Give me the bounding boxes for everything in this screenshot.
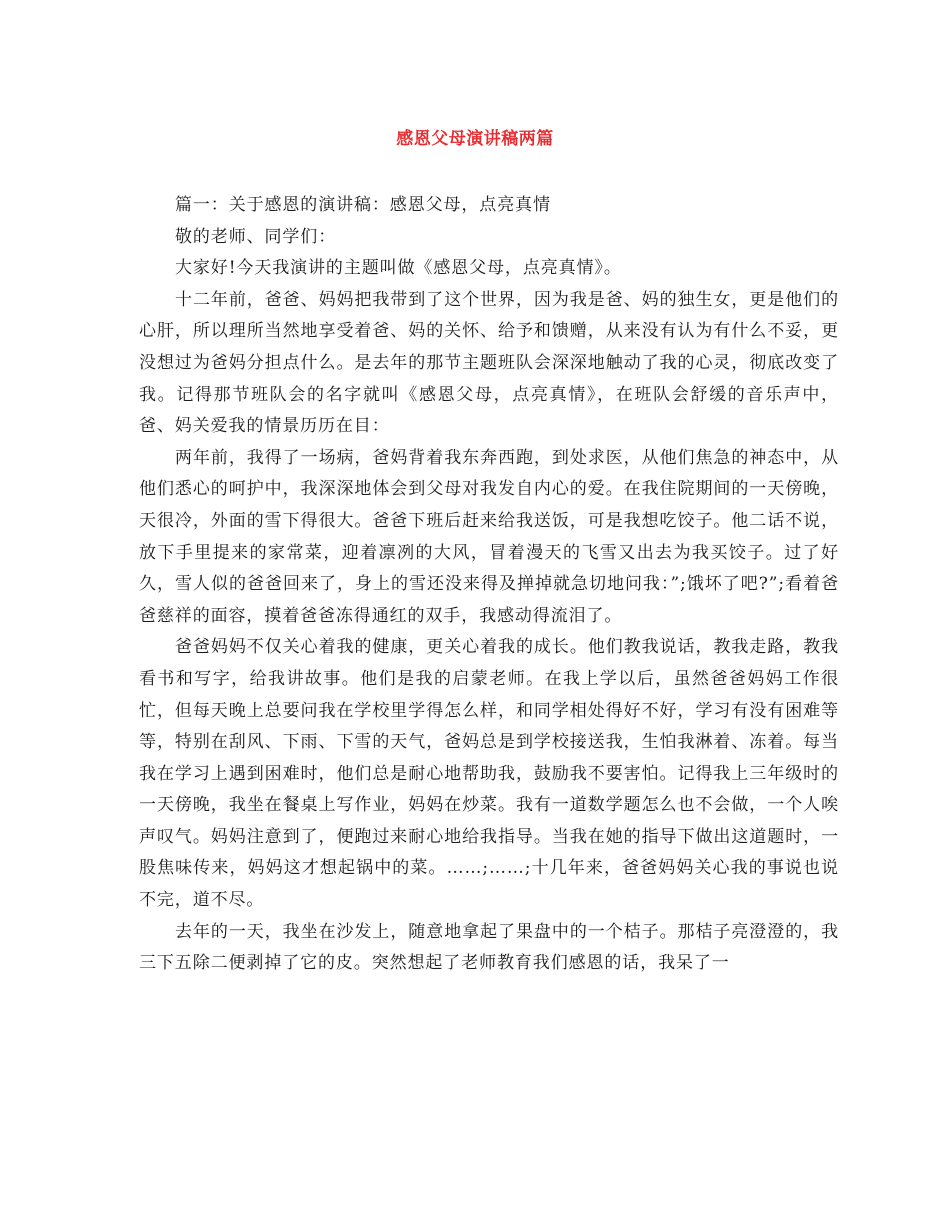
paragraph-section-heading: 篇一：关于感恩的演讲稿：感恩父母，点亮真情 (175, 195, 551, 215)
paragraph-greeting: 大家好!今天我演讲的主题叫做《感恩父母，点亮真情》。 (175, 258, 622, 279)
paragraph-body-1: 十二年前，爸爸、妈妈把我带到了这个世界，因为我是爸、妈的独生女，更是他们的心肝，所以理所当然地享受着爸、妈的关怀、给予和馈赠，从来没有认为有什么不妥，更没想过为爸妈分担点什么。是去年的那节主题班队会深深地触动了我的心灵，彻底改变了我。记得那节班队会的名字就叫《感恩父母，点亮真情》，在班队会舒缓的音乐声中，爸、妈关爱我的情景历历在目： (139, 289, 839, 437)
paragraph-salutation: 敬的老师、同学们： (175, 226, 337, 247)
paragraph-body-3: 爸爸妈妈不仅关心着我的健康，更关心着我的成长。他们教我说话，教我走路，教我看书和写字，给我讲故事。他们是我的启蒙老师。在我上学以后，虽然爸爸妈妈工作很忙，但每天晚上总要问我在学校里学得怎么样，和同学相处得好不好，学习有没有困难等等，特别在刮风、下雨、下雪的天气，爸妈总是到学校接送我，生怕我淋着、冻着。每当我在学习上遇到困难时，他们总是耐心地帮助我，鼓励我不要害怕。记得我上三年级时的一天傍晚，我坐在餐桌上写作业，妈妈在炒菜。我有一道数学题怎么也不会做，一个人唉声叹气。妈妈注意到了，便跑过来耐心地给我指导。当我在她的指导下做出这道题时，一股焦味传来，妈妈这才想起锅中的菜。……;……;十几年来，爸爸妈妈关心我的事说也说不完，道不尽。 (139, 637, 839, 911)
document-body (139, 190, 839, 980)
document-title: 感恩父母演讲稿两篇 (396, 129, 554, 149)
paragraph-body-4: 去年的一天，我坐在沙发上，随意地拿起了果盘中的一个桔子。那桔子亮澄澄的，我三下五除二便剥掉了它的皮。突然想起了老师教育我们感恩的话，我呆了一 (139, 921, 839, 974)
paragraph-body-2: 两年前，我得了一场病，爸妈背着我东奔西跑，到处求医，从他们焦急的神态中，从他们悉心的呵护中，我深深地体会到父母对我发自内心的爱。在我住院期间的一天傍晚，天很冷，外面的雪下得很大。爸爸下班后赶来给我送饭，可是我想吃饺子。他二话不说，放下手里提来的家常菜，迎着凛冽的大风，冒着漫天的飞雪又出去为我买饺子。过了好久，雪人似的爸爸回来了，身上的雪还没来得及掸掉就急切地问我：”;饿坏了吧?”;看着爸爸慈祥的面容，摸着爸爸冻得通红的双手，我感动得流泪了。 (139, 447, 839, 626)
